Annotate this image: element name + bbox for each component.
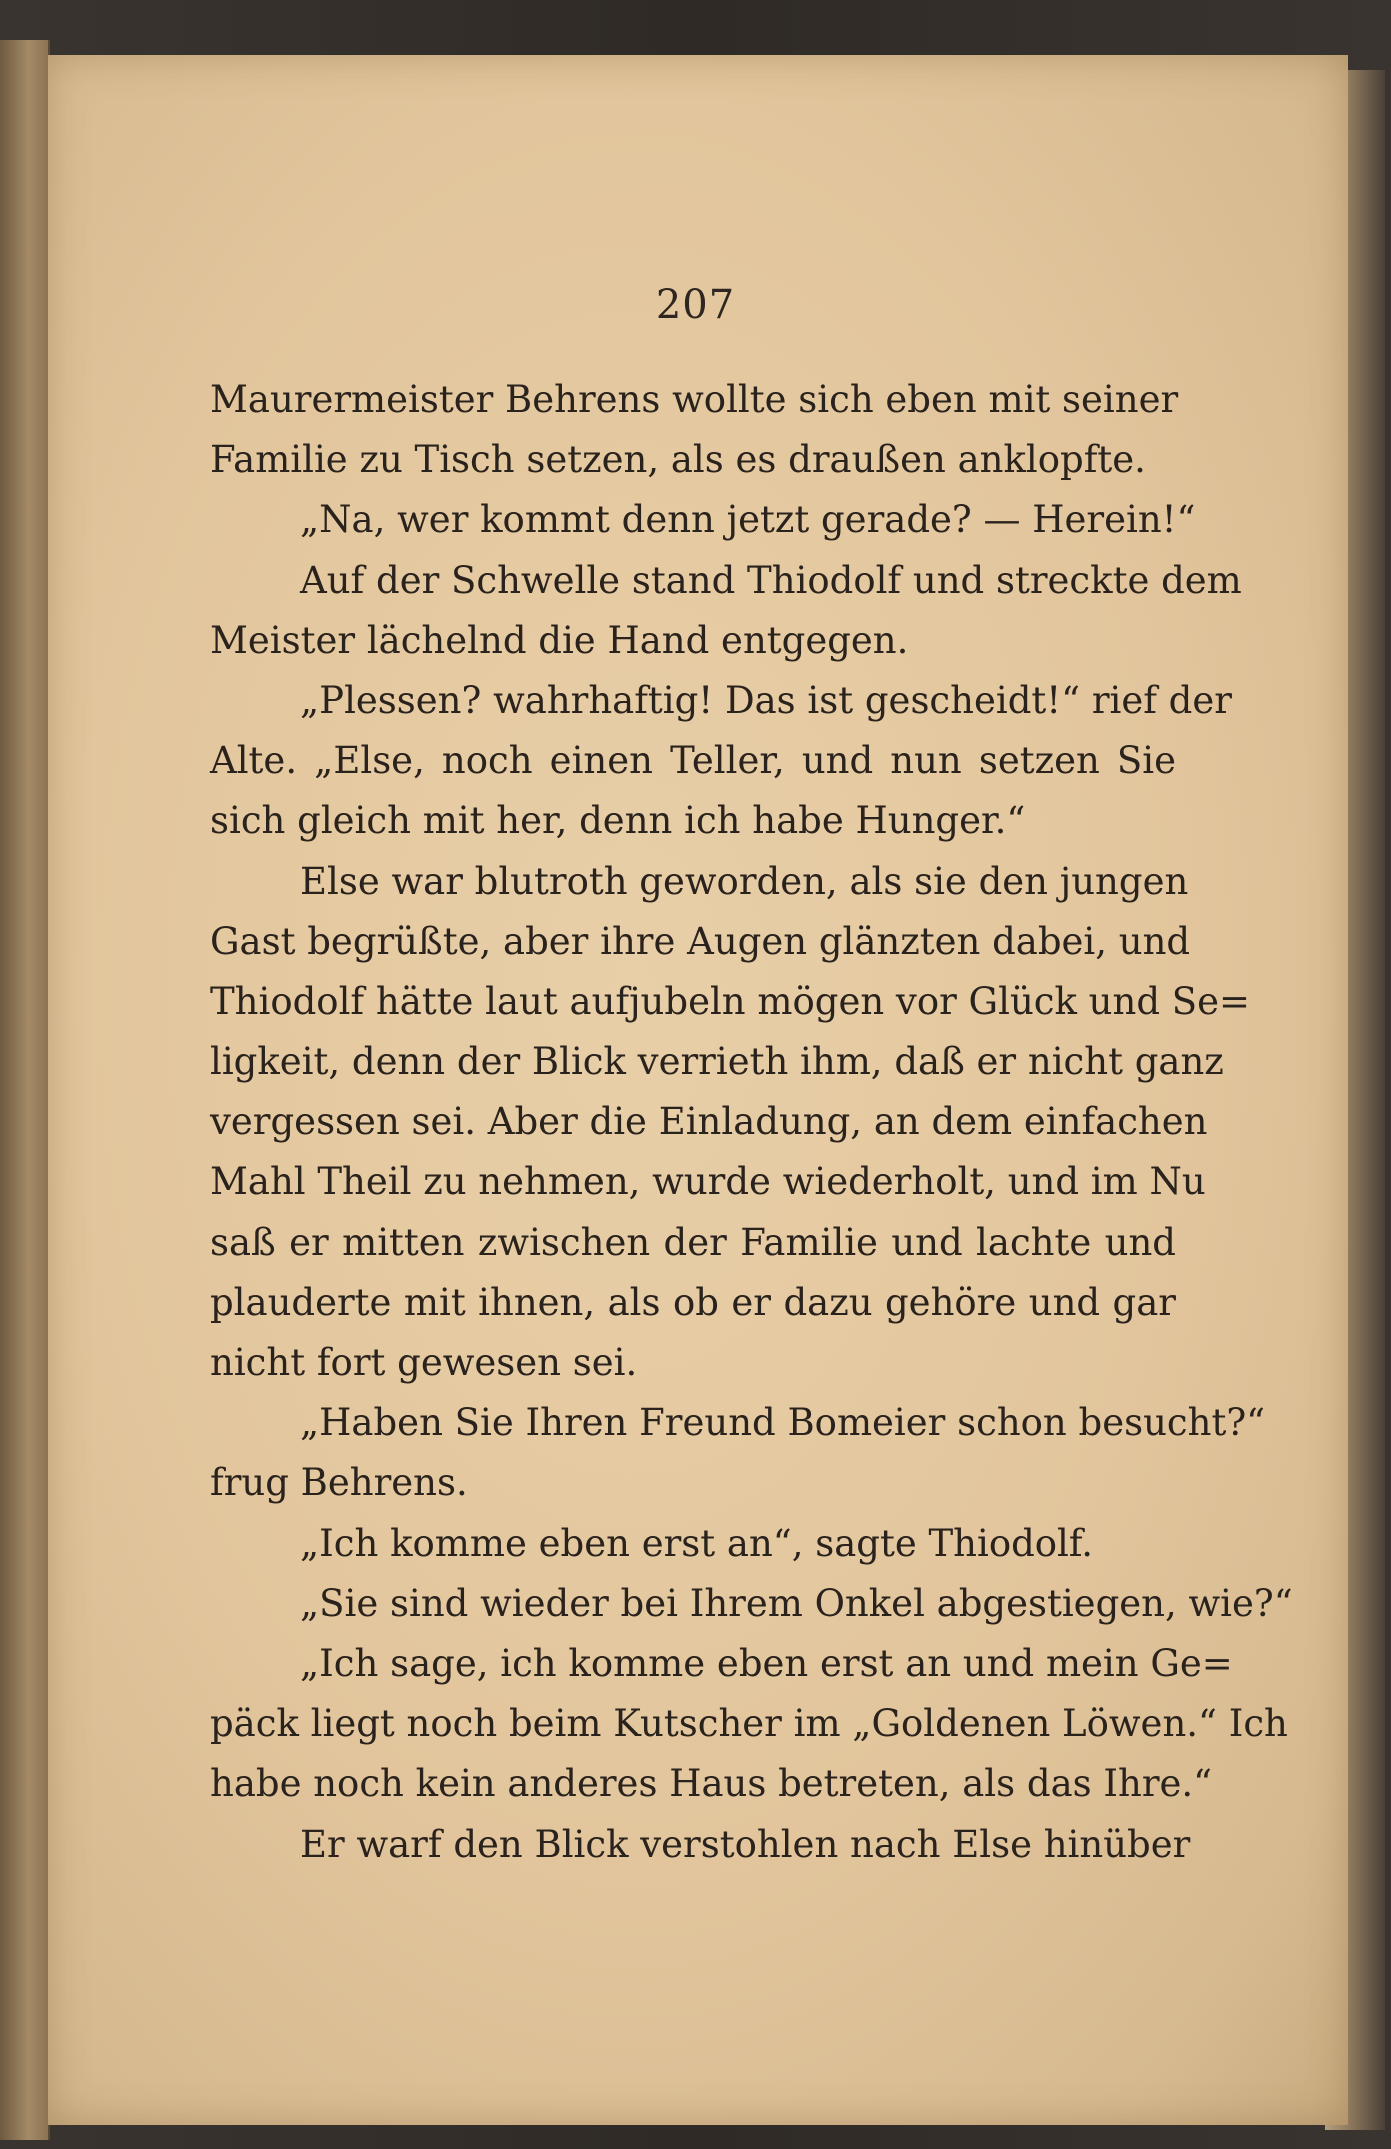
text-line: frug Behrens.	[210, 1461, 468, 1505]
text-line: „Ich sage, ich komme eben erst an und mein Ge=	[300, 1641, 1233, 1685]
text-line: Auf der Schwelle stand Thiodolf und streckte dem	[300, 558, 1242, 602]
text-line: päck liegt noch beim Kutscher im „Goldenen Löwen.“ Ich	[210, 1702, 1288, 1746]
text-line: „Ich komme eben erst an“, sagte Thiodolf.	[300, 1521, 1094, 1565]
text-line: „Plessen? wahrhaftig! Das ist gescheidt!“ rief der	[300, 678, 1232, 722]
text-line: Gast begrüßte, aber ihre Augen glänzten dabei, und	[210, 919, 1191, 963]
text-line: habe noch kein anderes Haus betreten, als das Ihre.“	[210, 1762, 1213, 1806]
text-line: plauderte mit ihnen, als ob er dazu gehöre und gar	[210, 1280, 1176, 1324]
text-line: Thiodolf hätte laut aufjubeln mögen vor Glück und Se=	[210, 979, 1251, 1023]
text-line: nicht fort gewesen sei.	[210, 1341, 638, 1384]
text-line: „Sie sind wieder bei Ihrem Onkel abgestiegen, wie?“	[300, 1581, 1293, 1625]
text-line: Meister lächelnd die Hand entgegen.	[210, 618, 909, 662]
body-text	[210, 370, 1293, 1875]
text-line: saß er mitten zwischen der Familie und lachte und	[210, 1220, 1176, 1264]
text-line: Else war blutroth geworden, als sie den jungen	[300, 859, 1189, 903]
text-line: ligkeit, denn der Blick verrieth ihm, daß er nicht ganz	[210, 1040, 1224, 1084]
text-line: „Haben Sie Ihren Freund Bomeier schon besucht?“	[300, 1401, 1266, 1445]
text-line: Alte. „Else, noch einen Teller, und nun setzen Sie	[210, 739, 1176, 783]
text-line: Maurermeister Behrens wollte sich eben mit seiner	[210, 378, 1179, 421]
binding-edge	[0, 40, 50, 2140]
text-line: Er warf den Blick verstohlen nach Else hinüber	[300, 1822, 1191, 1866]
text-line: vergessen sei. Aber die Einladung, an dem einfachen	[210, 1100, 1208, 1144]
text-line: „Na, wer kommt denn jetzt gerade? — Herein!“	[300, 498, 1196, 542]
page-number: 207	[655, 282, 736, 328]
text-line: Familie zu Tisch setzen, als es draußen anklopfte.	[210, 438, 1146, 482]
text-line: sich gleich mit her, denn ich habe Hunger.“	[210, 799, 1026, 843]
text-line: Mahl Theil zu nehmen, wurde wiederholt, und im Nu	[210, 1160, 1206, 1204]
